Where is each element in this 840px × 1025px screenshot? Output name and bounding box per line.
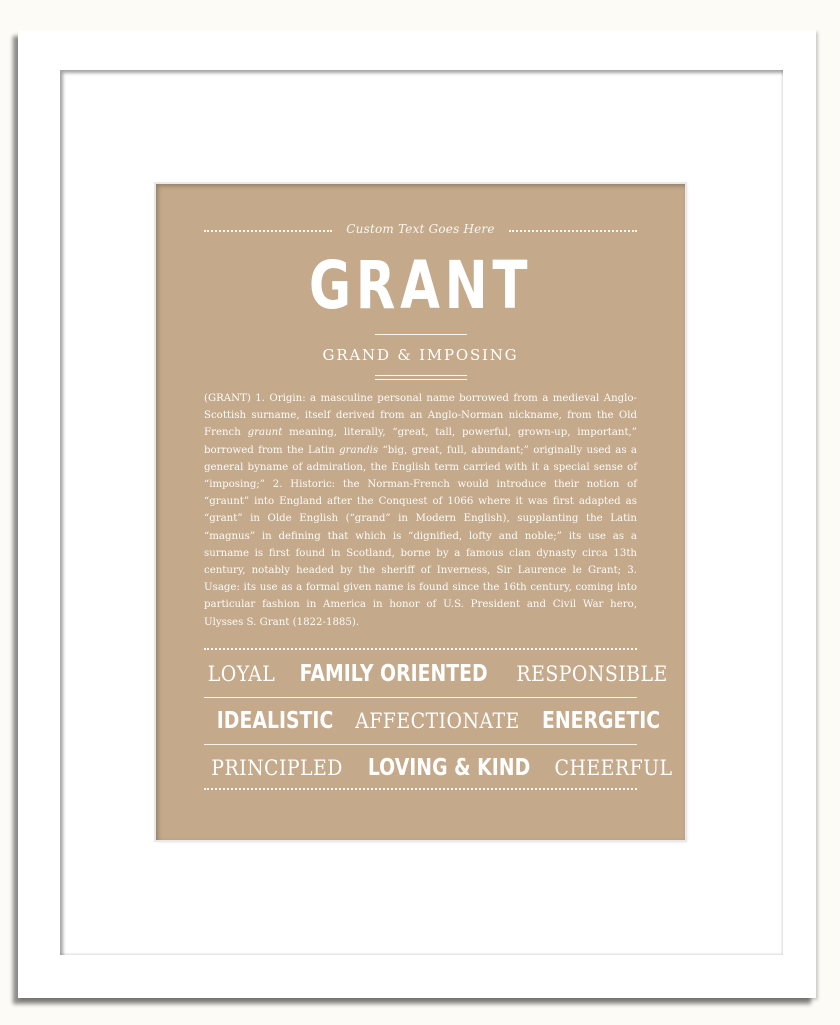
trait: CHEERFUL (554, 756, 673, 780)
custom-text: Custom Text Goes Here (346, 222, 495, 236)
trait-row-1 (204, 653, 669, 695)
definition-part-3: “big, great, full, abundant;” originally used as a general byname of admiration, the English term carried with it a special sense of “imposing;” 2. Historic: the Norman-French would introduce their notion of “graunt” into England after the Conquest of 1066 where it was first adapted as “grant” in Olde English (“grand” in Modern English), supplanting the Latin “magnus” in defining that which is “dignified, lofty and noble;” its use as a surname is first found in Scotland, borne by a famous clan dynasty circa 13th century, notably headed by the sheriff of Inverness, Sir Laurence le Grant; 3. Usage: its use as a formal given name is found since the 16th century, coming into particular fashion in America in honor of U.S. President and Civil War hero, Ulysses S. Grant (1822-1885). (204, 444, 637, 628)
trait: FAMILY ORIENTED (299, 661, 488, 687)
trait: ENERGETIC (542, 708, 661, 734)
trait: LOYAL (207, 662, 276, 686)
trait: LOVING & KIND (368, 755, 531, 781)
name-title: GRANT (308, 247, 533, 324)
trait-divider (204, 697, 637, 698)
definition-term-grandis: grandis (339, 444, 379, 456)
definition-part-1: (GRANT) 1. Origin: a masculine personal name borrowed from a medieval Anglo-Scottish surname, itself derived from an Anglo-Norman nickname, from the Old French (204, 393, 637, 439)
trait: RESPONSIBLE (516, 662, 669, 686)
dotted-rule-traits-top (204, 648, 637, 650)
trait: PRINCIPLED (211, 756, 343, 780)
trait-row-3 (204, 747, 673, 789)
rule-below-meaning-2 (375, 379, 467, 380)
name-definition (204, 390, 637, 631)
custom-text-row (204, 222, 637, 236)
trait-row-2 (204, 700, 661, 742)
dotted-rule-left (204, 230, 332, 235)
dotted-rule-traits-bottom (204, 788, 637, 790)
trait-divider (204, 744, 637, 745)
dotted-rule-right (509, 230, 637, 235)
definition-term-graunt: graunt (247, 427, 283, 439)
trait: IDEALISTIC (216, 708, 334, 734)
trait: AFFECTIONATE (355, 709, 520, 733)
name-art-print (156, 184, 685, 840)
rule-below-meaning (375, 375, 467, 376)
name-meaning: GRAND & IMPOSING (322, 346, 519, 364)
definition-part-2: meaning, literally, “great, tall, powerful, grown-up, important,” borrowed from the Latin (204, 427, 637, 456)
rule-above-meaning (375, 334, 467, 335)
